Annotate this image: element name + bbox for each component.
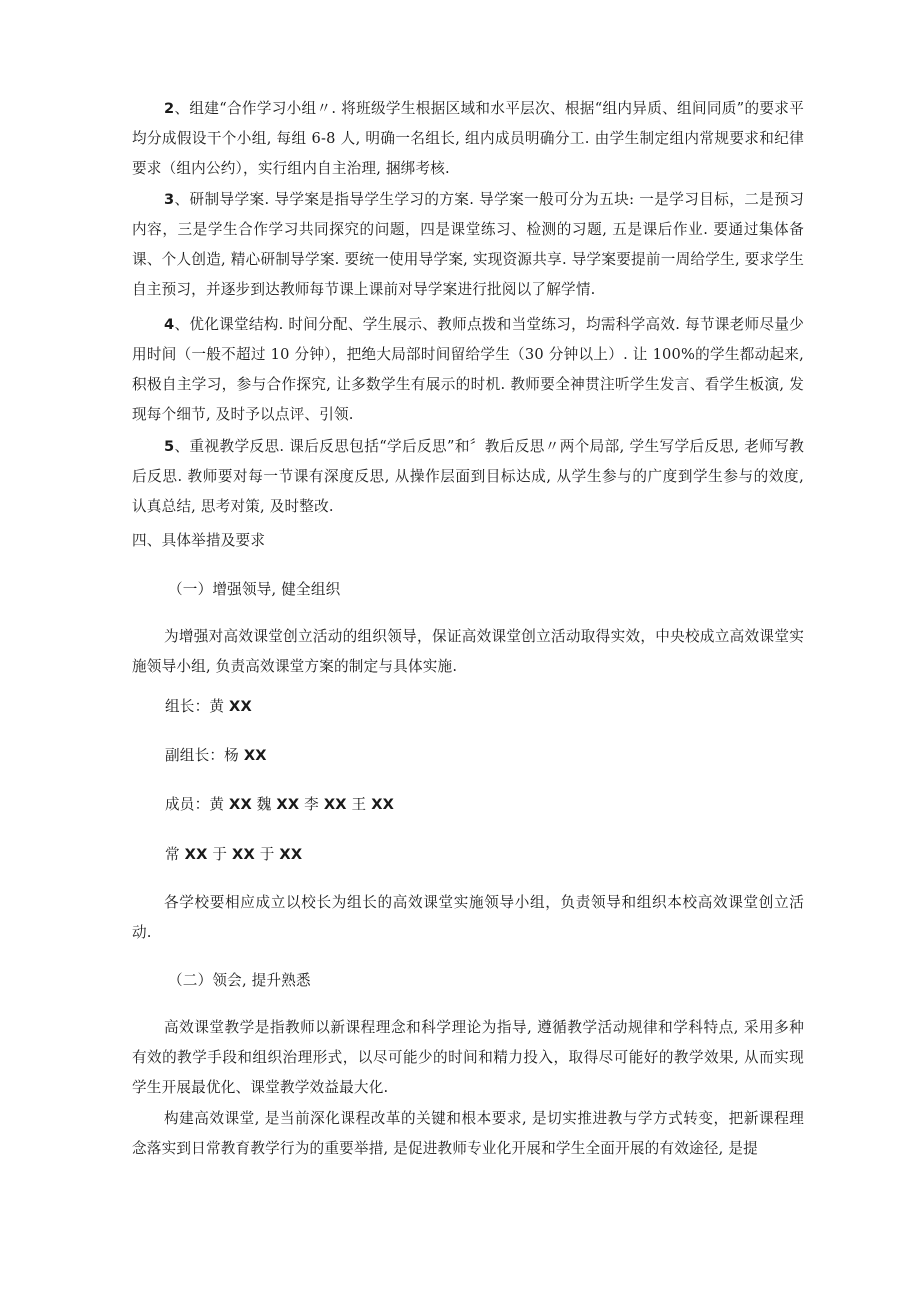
deputy-leader-line — [165, 741, 267, 771]
member-name: XX — [184, 846, 208, 863]
leader-name: XX — [229, 698, 252, 715]
item-number: 5 — [164, 438, 175, 455]
item-number: 2 — [164, 100, 175, 117]
members-line — [165, 790, 394, 820]
member-surname: 于 — [254, 846, 280, 863]
paragraph-3 — [132, 185, 804, 305]
subsection-heading-2: （二）领会, 提升熟悉 — [168, 972, 311, 989]
item-number: 3 — [164, 191, 175, 208]
paragraph-organization: 为增强对高效课堂创立活动的组织领导，保证高效课堂创立活动取得实效，中央校成立高效课堂实施领导小组, 负责高效课堂方案的制定与具体实施. — [132, 628, 804, 675]
member-name: XX — [323, 796, 347, 813]
member-name: XX — [229, 796, 252, 813]
deputy-label: 副组长：杨 — [165, 747, 244, 764]
paragraph-4 — [132, 310, 804, 430]
paragraph-school-groups: 各学校要相应成立以校长为组长的高效课堂实施领导小组，负责领导和组织本校高效课堂创立活动. — [132, 894, 804, 941]
member-surname: 于 — [207, 846, 233, 863]
paragraph-definition: 高效课堂教学是指教师以新课程理念和科学理论为指导, 遵循教学活动规律和学科特点, 采用多种有效的教学手段和组织治理形式，以尽可能少的时间和精力投入，取得尽可能好的教学效果, 从而实现学生开展最优化、课堂教学效益最大化. — [132, 1019, 804, 1096]
paragraph-5 — [132, 432, 804, 522]
paragraph-significance: 构建高效课堂, 是当前深化课程改革的关键和根本要求, 是切实推进教与学方式转变，把新课程理念落实到日常教育教学行为的重要举措, 是促进教师专业化开展和学生全面开展的有效途径, 是提 — [132, 1110, 804, 1157]
members-line-2 — [165, 840, 302, 870]
member-surname: 魏 — [251, 796, 277, 813]
member-surname: 黄 — [209, 796, 230, 813]
member-name: XX — [276, 796, 300, 813]
paragraph-text: 、重视教学反思. 课后反思包括“学后反思”和〞教后反思〃两个局部, 学生写学后反思, 老师写教后反思. 教师要对每一节课有深度反思, 从操作层面到目标达成, 从学生参与的广度到学生参与的效度, 认真总结, 思考对策, 及时整改. — [132, 438, 804, 515]
subsection-heading-1: （一）增强领导, 健全组织 — [168, 581, 341, 598]
member-name: XX — [232, 846, 255, 863]
member-name: XX — [371, 796, 395, 813]
member-surname: 常 — [165, 846, 185, 863]
deputy-name: XX — [243, 747, 267, 764]
members-label: 成员： — [165, 796, 210, 813]
leader-label: 组长：黄 — [165, 698, 230, 715]
paragraph-text: 、优化课堂结构. 时间分配、学生展示、教师点拨和当堂练习，均需科学高效. 每节课老师尽量少用时间（一般不超过 10 分钟），把绝大局部时间留给学生（30 分钟以上）. 让 100%的学生都动起来, 积极自主学习，参与合作探究, 让多数学生有展示的时机. 教师要全神贯注听学生发言、看学生板演, 发现每个细节, 及时予以点评、引领. — [132, 316, 804, 423]
section-heading-4: 四、具体举措及要求 — [132, 532, 266, 549]
item-number: 4 — [164, 316, 175, 333]
paragraph-2 — [132, 94, 804, 184]
member-surname: 王 — [346, 796, 372, 813]
paragraph-text: 、研制导学案. 导学案是指导学生学习的方案. 导学案一般可分为五块: 一是学习目标，二是预习内容，三是学生合作学习共同探究的问题，四是课堂练习、检测的习题, 五是课后作业. 要通过集体备课、个人创造, 精心研制导学案. 要统一使用导学案, 实现资源共享. 导学案要提前一周给学生, 要求学生自主预习，并逐步到达教师每节课上课前对导学案进行批阅以了解学情. — [132, 191, 804, 298]
leader-line — [165, 692, 252, 722]
member-surname: 李 — [299, 796, 324, 813]
member-name: XX — [279, 846, 303, 863]
paragraph-text: 、组建“合作学习小组〃. 将班级学生根据区域和水平层次、根据“组内异质、组间同质”的要求平均分成假设干个小组, 每组 6-8 人, 明确一名组长, 组内成员明确分工. 由学生制定组内常规要求和纪律要求（组内公约），实行组内自主治理, 捆绑考核. — [132, 100, 804, 177]
